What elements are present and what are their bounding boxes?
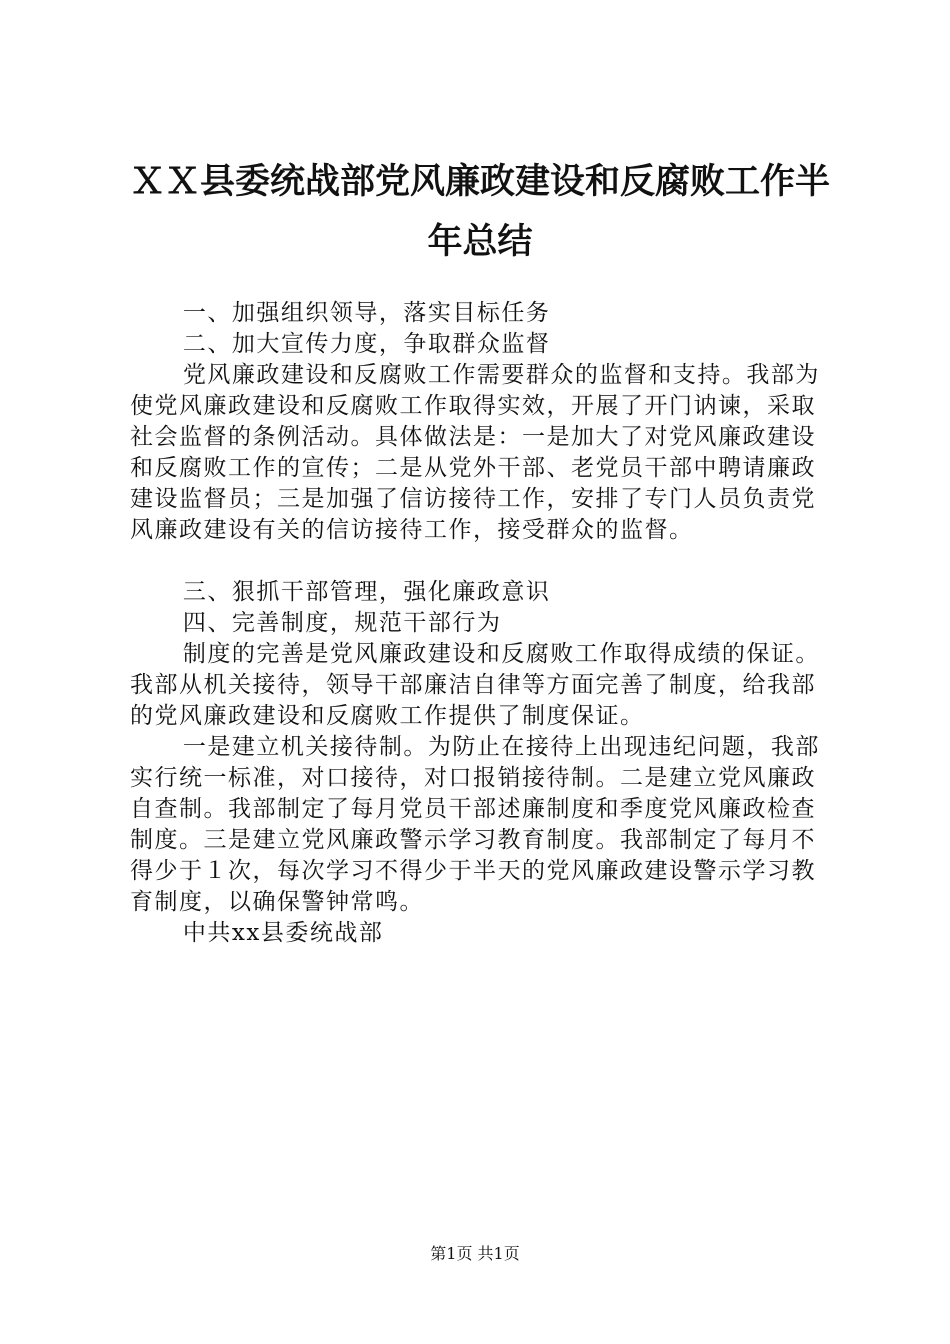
paragraph-gap <box>130 546 834 577</box>
page-footer: 第1页 共1页 <box>430 1244 520 1263</box>
section-heading-3: 三、狠抓干部管理，强化廉政意识 <box>182 579 551 605</box>
document-body <box>130 298 834 949</box>
signature: 中共xx县委统战部 <box>182 920 384 946</box>
section-heading-4: 四、完善制度，规范干部行为 <box>182 610 502 636</box>
section-heading-2: 二、加大宣传力度，争取群众监督 <box>182 331 551 357</box>
paragraph-supervision: 党风廉政建设和反腐败工作需要群众的监督和支持。我部为使党风廉政建设和反腐败工作取得实效，开展了开门讷谏，采取社会监督的条例活动。具体做法是：一是加大了对党风廉政建设和反腐败工作的宣传；二是从党外干部、老党员干部中聘请廉政建设监督员；三是加强了信访接待工作，安排了专门人员负责党风廉政建设有关的信访接待工作，接受群众的监督。 <box>130 362 820 543</box>
paragraph-measures: 一是建立机关接待制。为防止在接待上出现违纪问题，我部实行统一标准，对口接待，对口报销接待制。二是建立党风廉政自查制。我部制定了每月党员干部述廉制度和季度党风廉政检查制度。三是建立党风廉政警示学习教育制度。我部制定了每月不得少于１次，每次学习不得少于半天的党风廉政建设警示学习教育制度，以确保警钟常鸣。 <box>130 734 820 915</box>
section-heading-1: 一、加强组织领导，落实目标任务 <box>182 300 551 326</box>
document-title-line1: ＸＸ县委统战部党风廉政建设和反腐败工作半 <box>129 161 830 202</box>
paragraph-system: 制度的完善是党风廉政建设和反腐败工作取得成绩的保证。我部从机关接待，领导干部廉洁自律等方面完善了制度，给我部的党风廉政建设和反腐败工作提供了制度保证。 <box>130 641 820 729</box>
document-title-line2: 年总结 <box>427 221 533 262</box>
